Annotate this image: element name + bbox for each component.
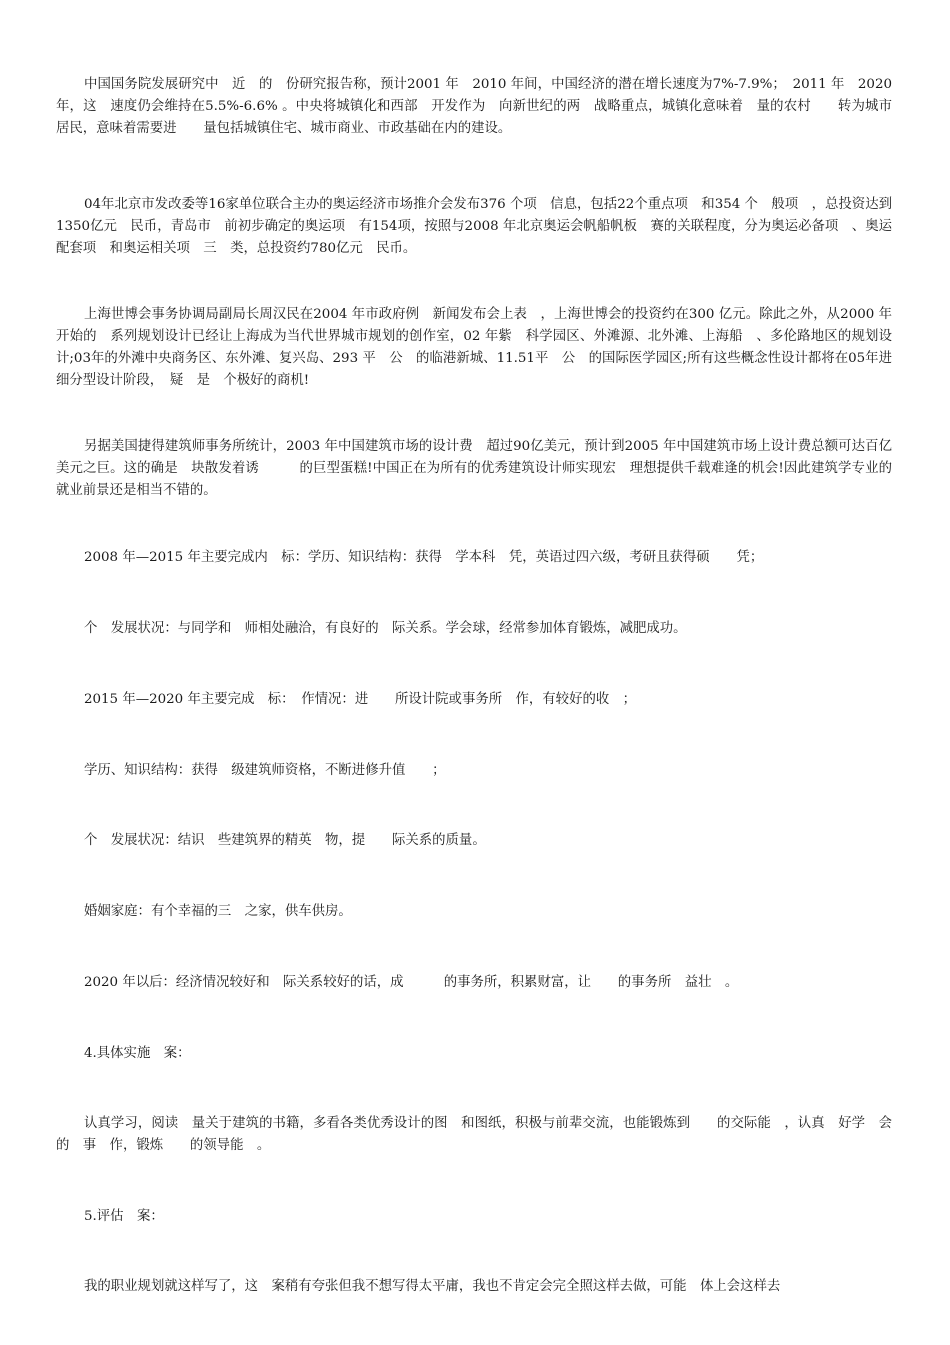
paragraph-goals-2015-2020: 2015 年—2020 年主要完成 标： 作情况：进 所设计院或事务所 作，有较好的收 ； [84, 692, 637, 707]
paragraph-goals-2008-2015: 2008 年—2015 年主要完成内 标：学历、知识结构：获得 学本科 凭，英语过四六级，考研且获得硕 凭； [84, 550, 764, 565]
paragraph-olympic-investment: 04年北京市发改委等16家单位联合主办的奥运经济市场推介会发布376 个项 信息，包括22个重点项 和354 个 般项 ，总投资达到1350亿元 民币，青岛市 前初步确定的奥运项 有154项，按照与2008 年北京奥运会帆船帆板 赛的关联程度，分为奥运必备项 、奥运配套项 和奥运相关项 三 类，总投资约780亿元 民币。 [56, 197, 892, 256]
paragraph-personal-development-1: 个 发展状况：与同学和 师相处融洽，有良好的 际关系。学会球，经常参加体育锻炼，减肥成功。 [84, 621, 687, 636]
heading-evaluation-plan: 5.评估 案： [84, 1209, 164, 1224]
paragraph-conclusion: 我的职业规划就这样写了，这 案稍有夸张但我不想写得太平庸，我也不肯定会完全照这样去做，可能 体上会这样去 [84, 1279, 781, 1294]
paragraph-urbanization: 中国国务院发展研究中 近 的 份研究报告称，预计2001 年 2010 年间，中国经济的潜在增长速度为7%-7.9%； 2011 年 2020 年，这 速度仍会维持在5.5%-6.6% 。中央将城镇化和西部 开发作为 向新世纪的两 战略重点，城镇化意味着 量的农村 转为城市居民，意味着需要进 量包括城镇住宅、城市商业、市政基础在内的建设。 [56, 77, 892, 136]
paragraph-education-2: 学历、知识结构：获得 级建筑师资格，不断进修升值 ； [84, 763, 446, 778]
paragraph-expo-investment: 上海世博会事务协调局副局长周汉民在2004 年市政府例 新闻发布会上表 ，上海世博会的投资约在300 亿元。除此之外，从2000 年开始的 系列规划设计已经让上海成为当代世界城市规划的创作室，02 年紫 科学园区、外滩源、北外滩、上海船 、多伦路地区的规划设计;03年的外滩中央商务区、东外滩、复兴岛、293 平 公 的临港新城、11.51平 公 的国际医学园区;所有这些概念性设计都将在05年进 细分型设计阶段， 疑 是 个极好的商机! [56, 307, 906, 388]
heading-implementation-plan: 4.具体实施 案： [84, 1046, 191, 1061]
paragraph-after-2020: 2020 年以后：经济情况较好和 际关系较好的话，成 的事务所，积累财富，让 的事务所 益壮 。 [84, 975, 739, 990]
paragraph-personal-development-2: 个 发展状况：结识 些建筑界的精英 物，提 际关系的质量。 [84, 833, 486, 848]
paragraph-design-market: 另据美国捷得建筑师事务所统计，2003 年中国建筑市场的设计费 超过90亿美元，预计到2005 年中国建筑市场上设计费总额可达百亿美元之巨。这的确是 块散发着诱 的巨型蛋糕!中国正在为所有的优秀建筑设计师实现宏 理想提供千载难逢的机会!因此建筑学专业的就业前景还是相当不错的。 [56, 439, 892, 498]
paragraph-implementation: 认真学习，阅读 量关于建筑的书籍，多看各类优秀设计的图 和图纸，积极与前辈交流，也能锻炼到 的交际能 ，认真 好学 会的 事 作，锻炼 的领导能 。 [56, 1116, 892, 1153]
paragraph-family: 婚姻家庭：有个幸福的三 之家，供车供房。 [84, 904, 352, 919]
